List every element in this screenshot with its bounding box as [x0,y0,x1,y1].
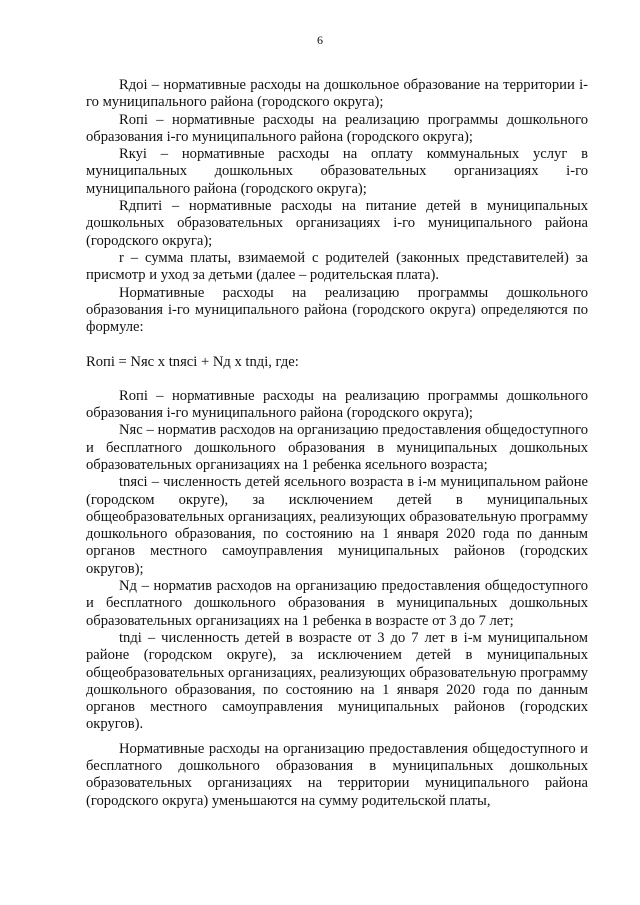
page-number: 6 [317,33,323,47]
paragraph-rdpit-definition: Rдпитi – нормативные расходы на питание детей в муниципальных дошкольных образовательных организациях i-го муниципального района (городского округа); [86,198,588,249]
definition-nd: Nд – норматив расходов на организацию предоставления общедоступного и бесплатного дошкольного образования в муниципальных дошкольных образовательных организациях на 1 ребенка в возрасте от 3 до 7 лет; [86,578,588,629]
paragraph-rdo-definition: Rдоi – нормативные расходы на дошкольное образование на территории i-го муниципального района (городского округа); [86,77,588,111]
paragraph-rop-definition: Rопi – нормативные расходы на реализацию программы дошкольного образования i-го муниципального района (городского округа); [86,111,588,145]
paragraph-parent-fee-reduction: Нормативные расходы на организацию предоставления общедоступного и бесплатного дошкольного образования в муниципальных дошкольных образовательных организациях на территории муниципального района (городского округа) уменьшаются на сумму родительской платы, [86,740,588,809]
definition-nyas: Nяс – норматив расходов на организацию предоставления общедоступного и бесплатного дошкольного образования в муниципальных дошкольных образовательных организациях на 1 ребенка ясельного возраста; [86,422,588,473]
definition-tnyas: tnясi – численность детей ясельного возраста в i-м муниципальном районе (городском округе), за исключением детей в муниципальных общеобразовательных организациях, реализующих образовательную программу дошкольного образования, по состоянию на 1 января 2020 года по данным органов местного самоуправления муниципальных районов (городских округов); [86,474,588,577]
definition-tnd: tnдi – численность детей в возрасте от 3 до 7 лет в i-м муниципальном районе (городском округе), за исключением детей в муниципальных общеобразовательных организациях, реализующих образовательную программу дошкольного образования, по состоянию на 1 января 2020 года по данным органов местного самоуправления муниципальных районов (городских округов). [86,629,588,733]
document-body [86,77,588,810]
paragraph-r-definition: r – сумма платы, взимаемой с родителей (законных представителей) за присмотр и уход за детьми (далее – родительская плата). [86,249,588,284]
paragraph-formula-intro: Нормативные расходы на реализацию программы дошкольного образования i-го муниципального района (городского округа) определяются по формуле: [86,284,588,336]
formula: Rопi = Nяс х tnясi + Nд х tnдi, где: [86,354,299,371]
paragraph-rku-definition: Rкуi – нормативные расходы на оплату коммунальных услуг в муниципальных дошкольных образовательных организациях i-го муниципального района (городского округа); [86,146,588,197]
definition-rop: Rопi – нормативные расходы на реализацию программы дошкольного образования i-го муниципального района (городского округа); [86,387,588,422]
